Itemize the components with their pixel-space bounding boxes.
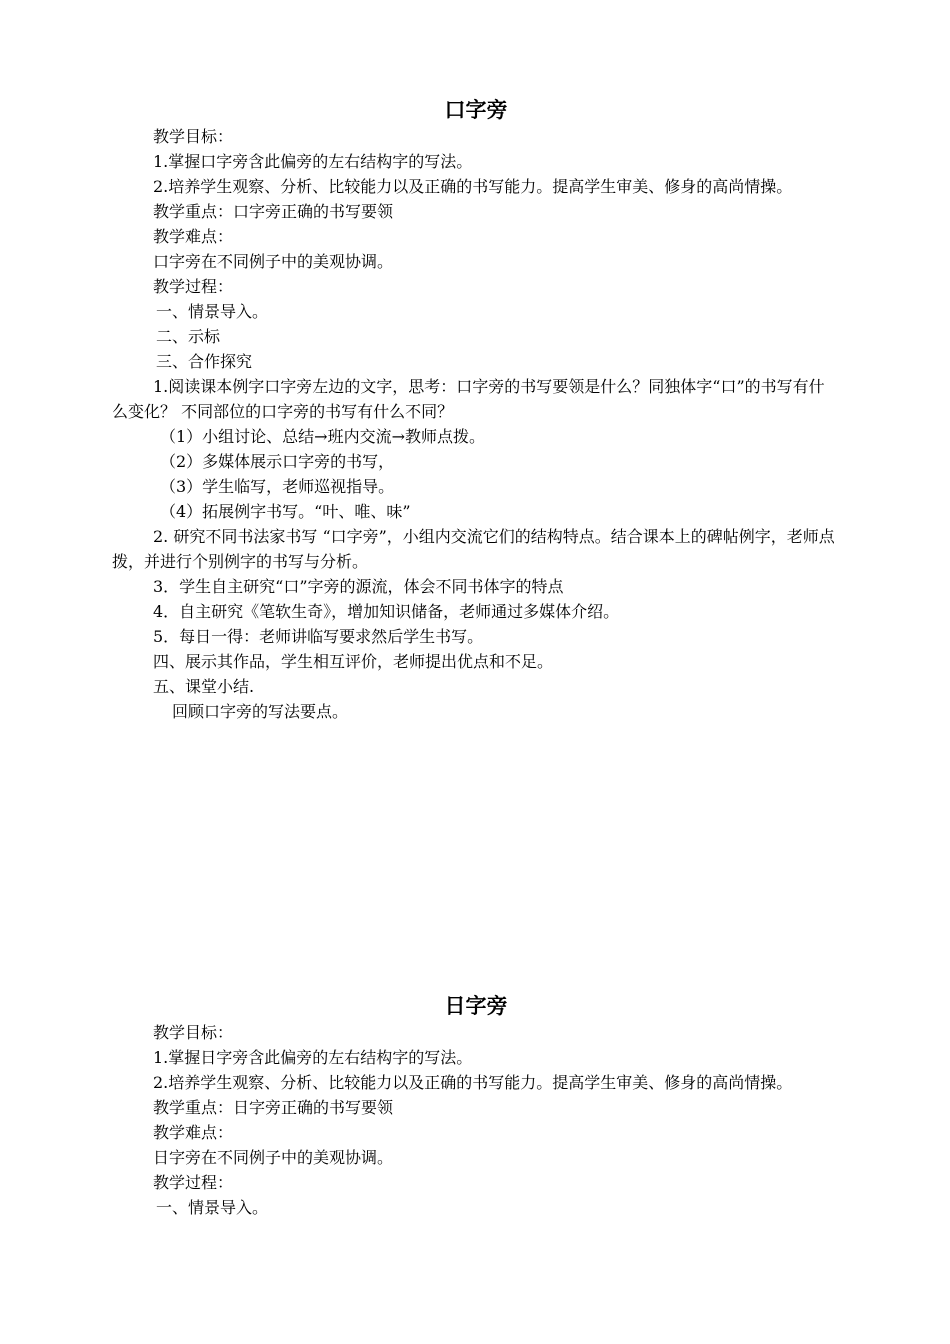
summary-text: 回顾口字旁的写法要点。 (172, 702, 349, 721)
process-step: 一、情景导入。 (156, 302, 269, 321)
process-substep: 3．学生自主研究“口”字旁的源流，体会不同书体字的特点 (153, 577, 564, 596)
process-step: 三、合作探究 (156, 352, 253, 371)
objectives-heading: 教学目标： (153, 127, 234, 146)
process-substep: （1）小组讨论、总结→班内交流→教师点拨。 (160, 427, 485, 446)
objectives-heading: 教学目标： (153, 1023, 234, 1042)
difficulty-heading: 教学难点： (153, 1123, 234, 1142)
process-heading: 教学过程： (153, 1173, 234, 1192)
process-substep: （3）学生临写，老师巡视指导。 (160, 477, 395, 496)
process-step: 五、课堂小结. (153, 677, 255, 696)
key-point: 教学重点：日字旁正确的书写要领 (153, 1098, 394, 1117)
difficulty-text: 口字旁在不同例子中的美观协调。 (153, 252, 394, 271)
process-heading: 教学过程： (153, 277, 234, 296)
process-step: 二、示标 (156, 327, 221, 346)
lesson-section-ri (112, 992, 840, 1220)
objective-item: 2.培养学生观察、分析、比较能力以及正确的书写能力。提高学生审美、修身的高尚情操。 (153, 1073, 793, 1092)
process-substep: （2）多媒体展示口字旁的书写， (160, 452, 395, 471)
objective-item: 1.掌握口字旁含此偏旁的左右结构字的写法。 (153, 152, 473, 171)
objective-item: 2.培养学生观察、分析、比较能力以及正确的书写能力。提高学生审美、修身的高尚情操。 (153, 177, 793, 196)
objective-item: 1.掌握日字旁含此偏旁的左右结构字的写法。 (153, 1048, 473, 1067)
process-step: 一、情景导入。 (156, 1198, 269, 1217)
process-substep: （4）拓展例字书写。“叶、唯、味” (160, 502, 411, 521)
lesson-section-kou (112, 96, 840, 724)
process-step: 四、展示其作品，学生相互评价，老师提出优点和不足。 (153, 652, 554, 671)
difficulty-heading: 教学难点： (153, 227, 234, 246)
key-point: 教学重点：口字旁正确的书写要领 (153, 202, 394, 221)
section-title: 日字旁 (444, 994, 508, 1018)
process-substep: 5．每日一得：老师讲临写要求然后学生书写。 (153, 627, 484, 646)
process-substep: 1.阅读课本例字口字旁左边的文字，思考：口字旁的书写要领是什么？同独体字“口”的书写有什么变化？ 不同部位的口字旁的书写有什么不同？ (112, 377, 825, 421)
process-substep: 4．自主研究《笔软生奇》，增加知识储备，老师通过多媒体介绍。 (153, 602, 620, 621)
process-substep: 2. 研究不同书法家书写 “口字旁”，小组内交流它们的结构特点。结合课本上的碑帖例字，老师点拨，并进行个别例字的书写与分析。 (112, 527, 835, 571)
difficulty-text: 日字旁在不同例子中的美观协调。 (153, 1148, 394, 1167)
section-title: 口字旁 (444, 98, 508, 122)
